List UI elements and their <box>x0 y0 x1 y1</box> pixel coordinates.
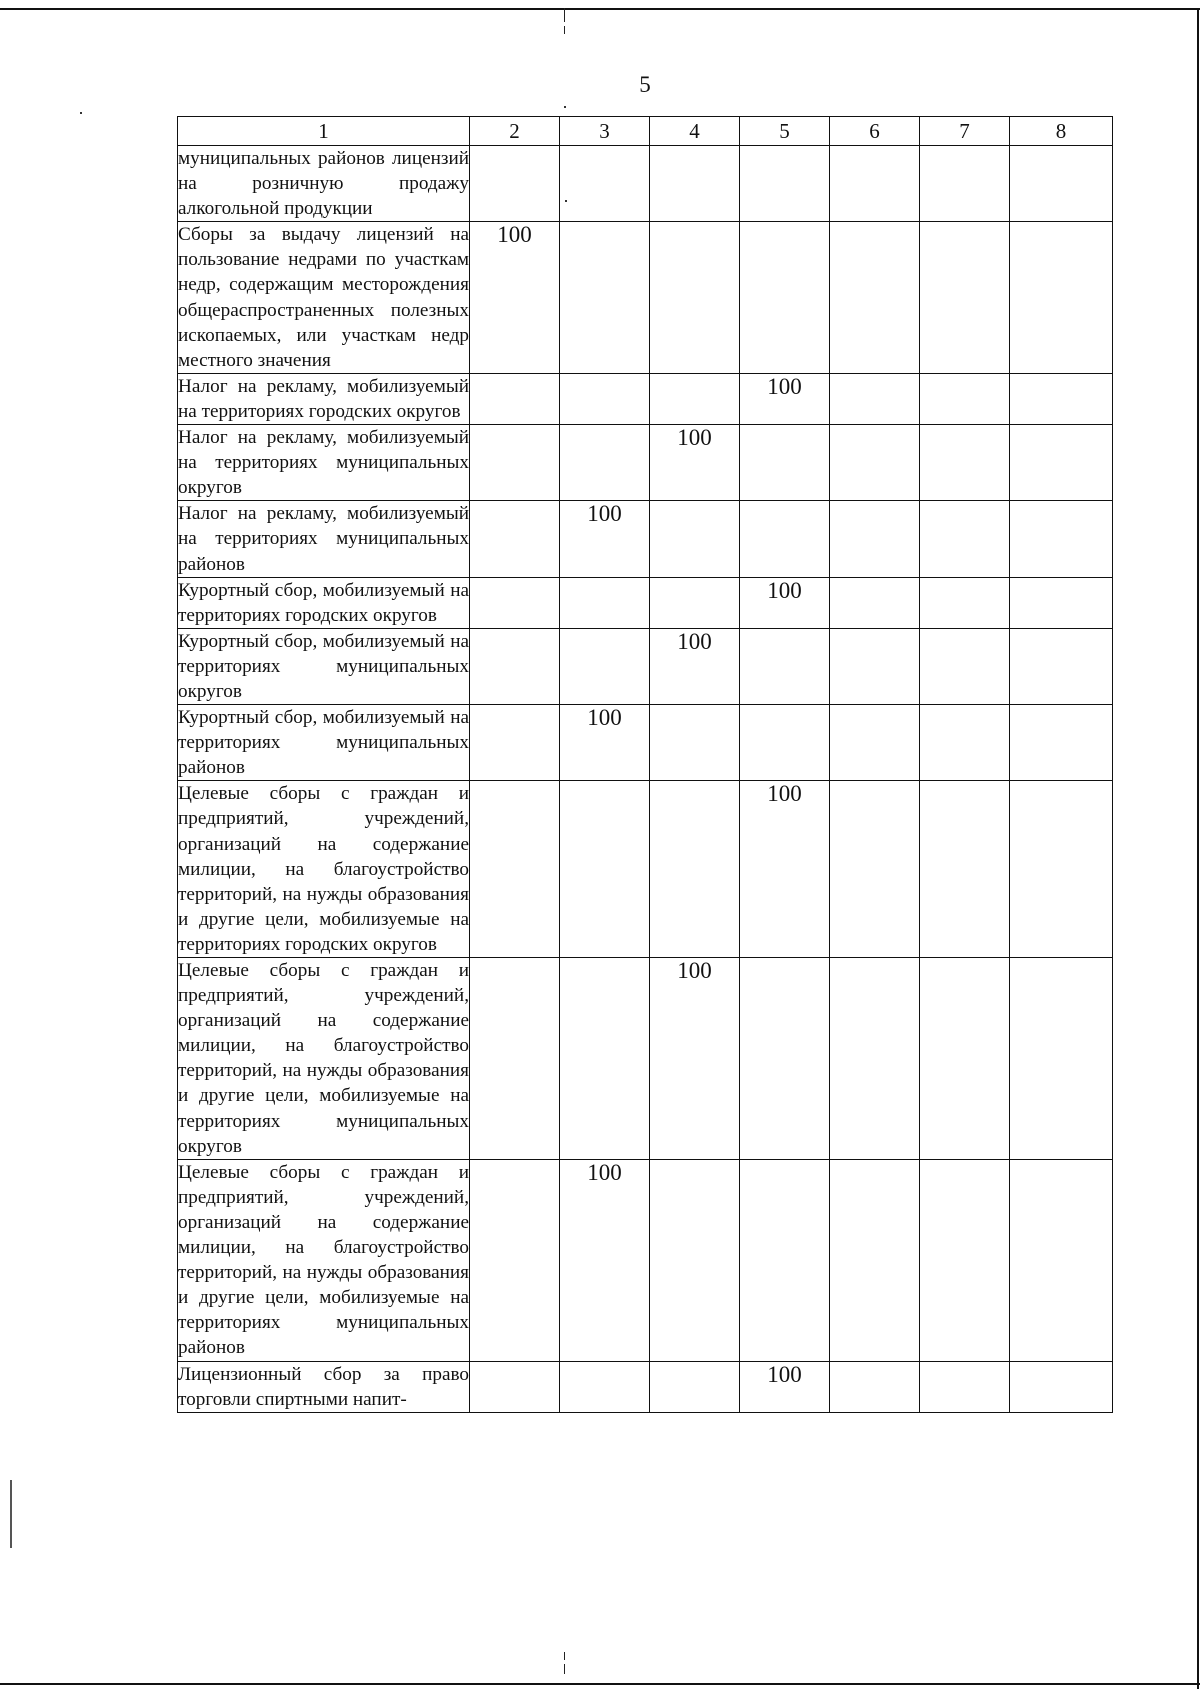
row-name: Целевые сборы с граждан и предприятий, учреждений, организаций на содержание милиции, на благоустройство территорий, на нужды образования и другие цели, мобилизуемые на территориях муниципальных районов <box>178 1159 470 1361</box>
row-value <box>1010 373 1113 424</box>
row-value <box>650 501 740 577</box>
row-name: Сборы за выдачу лицензий на пользование недрами по участкам недр, содержащим месторождения общераспространенных полезных ископаемых, или участкам недр местного значения <box>178 222 470 374</box>
row-value <box>560 425 650 501</box>
row-value: 100 <box>470 222 560 374</box>
table-row <box>178 501 1113 577</box>
row-value <box>470 781 560 958</box>
table-row <box>178 425 1113 501</box>
table-row <box>178 1361 1113 1412</box>
row-value <box>560 373 650 424</box>
row-value <box>650 781 740 958</box>
row-value <box>560 577 650 628</box>
row-name: Целевые сборы с граждан и предприятий, учреждений, организаций на содержание милиции, на благоустройство территорий, на нужды образования и другие цели, мобилизуемые на территориях муниципальных округов <box>178 958 470 1160</box>
row-value: 100 <box>650 425 740 501</box>
column-header: 7 <box>920 117 1010 146</box>
table-row <box>178 222 1113 374</box>
table-row <box>178 577 1113 628</box>
row-value <box>830 705 920 781</box>
row-value: 100 <box>740 781 830 958</box>
column-header: 3 <box>560 117 650 146</box>
row-value <box>1010 958 1113 1160</box>
row-value <box>920 373 1010 424</box>
row-name: Курортный сбор, мобилизуемый на территориях муниципальных районов <box>178 705 470 781</box>
row-name: Налог на рекламу, мобилизуемый на территориях городских округов <box>178 373 470 424</box>
row-value: 100 <box>560 705 650 781</box>
row-value <box>470 577 560 628</box>
row-value <box>1010 146 1113 222</box>
row-value <box>650 705 740 781</box>
row-value <box>1010 577 1113 628</box>
row-value <box>1010 425 1113 501</box>
row-value <box>920 781 1010 958</box>
row-name: Курортный сбор, мобилизуемый на территориях городских округов <box>178 577 470 628</box>
row-value <box>920 146 1010 222</box>
row-value <box>740 146 830 222</box>
row-value <box>830 373 920 424</box>
row-value <box>920 705 1010 781</box>
row-value: 100 <box>650 958 740 1160</box>
row-value <box>560 222 650 374</box>
row-value <box>920 222 1010 374</box>
row-value <box>740 705 830 781</box>
row-value <box>560 628 650 704</box>
row-value <box>650 146 740 222</box>
scan-dot <box>80 112 82 114</box>
row-value: 100 <box>560 1159 650 1361</box>
row-value <box>470 628 560 704</box>
row-value <box>650 1361 740 1412</box>
row-value <box>650 373 740 424</box>
fold-mark-bottom-1 <box>564 1652 565 1660</box>
column-header: 8 <box>1010 117 1113 146</box>
row-value <box>830 958 920 1160</box>
page-frame-top <box>0 8 1200 10</box>
table-row <box>178 146 1113 222</box>
column-header: 5 <box>740 117 830 146</box>
row-value <box>650 222 740 374</box>
row-value <box>470 1159 560 1361</box>
row-value <box>560 146 650 222</box>
scan-edge-mark <box>10 1480 12 1548</box>
row-value <box>830 501 920 577</box>
row-value <box>830 146 920 222</box>
row-value <box>470 425 560 501</box>
row-value <box>740 1159 830 1361</box>
row-value <box>830 628 920 704</box>
table-row <box>178 628 1113 704</box>
row-value <box>740 958 830 1160</box>
page-frame-bottom <box>0 1683 1200 1685</box>
row-name: Целевые сборы с граждан и предприятий, учреждений, организаций на содержание милиции, на благоустройство территорий, на нужды образования и другие цели, мобилизуемые на территориях городских округов <box>178 781 470 958</box>
row-value <box>920 577 1010 628</box>
column-header: 6 <box>830 117 920 146</box>
row-value <box>920 958 1010 1160</box>
row-value <box>650 1159 740 1361</box>
table-row <box>178 781 1113 958</box>
row-name: Налог на рекламу, мобилизуемый на территориях муниципальных районов <box>178 501 470 577</box>
table-row <box>178 373 1113 424</box>
row-value: 100 <box>650 628 740 704</box>
row-value <box>740 222 830 374</box>
row-value <box>740 425 830 501</box>
row-value <box>470 501 560 577</box>
row-value <box>920 501 1010 577</box>
row-name: Лицензионный сбор за право торговли спиртными напит- <box>178 1361 470 1412</box>
row-value <box>560 1361 650 1412</box>
row-value <box>830 425 920 501</box>
row-value <box>1010 781 1113 958</box>
fold-mark-bottom-2 <box>564 1664 565 1674</box>
row-name: муниципальных районов лицензий на розничную продажу алкогольной продукции <box>178 146 470 222</box>
row-value: 100 <box>560 501 650 577</box>
distribution-table <box>177 116 1113 1413</box>
row-value: 100 <box>740 577 830 628</box>
row-value <box>470 373 560 424</box>
row-value <box>1010 1361 1113 1412</box>
row-value <box>470 146 560 222</box>
row-value <box>920 1159 1010 1361</box>
row-value <box>830 577 920 628</box>
row-value <box>560 958 650 1160</box>
row-value <box>830 1361 920 1412</box>
row-value <box>560 781 650 958</box>
column-header: 2 <box>470 117 560 146</box>
table-row <box>178 705 1113 781</box>
row-value <box>1010 628 1113 704</box>
page-frame-right <box>1197 8 1199 1689</box>
row-value <box>920 628 1010 704</box>
page-number: 5 <box>639 72 651 97</box>
table-row <box>178 1159 1113 1361</box>
table-row <box>178 958 1113 1160</box>
scan-dot <box>564 106 566 108</box>
row-value <box>1010 501 1113 577</box>
fold-mark-top-2 <box>564 26 565 34</box>
row-value <box>1010 222 1113 374</box>
fold-mark-top-1 <box>564 8 565 22</box>
row-value <box>740 628 830 704</box>
row-value <box>830 781 920 958</box>
row-name: Налог на рекламу, мобилизуемый на территориях муниципальных округов <box>178 425 470 501</box>
column-header: 4 <box>650 117 740 146</box>
row-value <box>650 577 740 628</box>
row-value <box>740 501 830 577</box>
column-header: 1 <box>178 117 470 146</box>
row-value: 100 <box>740 373 830 424</box>
row-value: 100 <box>740 1361 830 1412</box>
row-value <box>830 222 920 374</box>
row-value <box>920 425 1010 501</box>
row-name: Курортный сбор, мобилизуемый на территориях муниципальных округов <box>178 628 470 704</box>
row-value <box>1010 1159 1113 1361</box>
row-value <box>470 1361 560 1412</box>
row-value <box>470 958 560 1160</box>
row-value <box>470 705 560 781</box>
header-row <box>178 117 1113 146</box>
row-value <box>1010 705 1113 781</box>
row-value <box>920 1361 1010 1412</box>
row-value <box>830 1159 920 1361</box>
